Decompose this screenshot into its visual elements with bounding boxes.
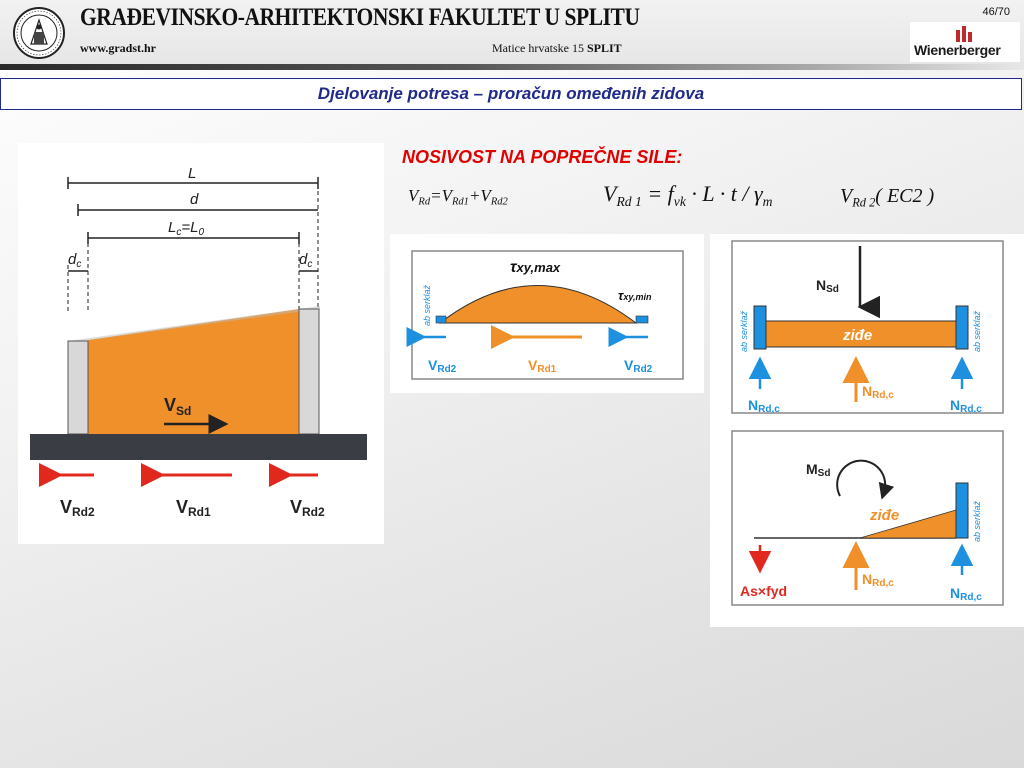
dimension-d bbox=[78, 191, 318, 216]
label-zide: ziđe bbox=[843, 327, 873, 344]
dimension-Lc bbox=[88, 219, 299, 244]
page-number: 46/70 bbox=[982, 6, 1010, 18]
label-NRdc-right: NRd,c bbox=[950, 397, 982, 415]
label-ab-serklaz-left: ab serklaž bbox=[739, 310, 749, 352]
masonry-wall bbox=[88, 309, 299, 434]
label-zide: ziđe bbox=[870, 507, 900, 524]
dimension-dc-right bbox=[299, 177, 318, 313]
formula-vrd-sum: $V_{Rd}=V_{Rd1}+V_{Rd2}$ bbox=[408, 186, 508, 208]
wall-diagram bbox=[18, 143, 384, 544]
label-NRdc-right: NRd,c bbox=[950, 585, 982, 603]
left-serklaz bbox=[754, 306, 766, 349]
label-VSd: $V_{Sd}$ bbox=[164, 395, 192, 418]
label-d: d bbox=[190, 191, 199, 208]
label-ab-serklaz: ab serklaž bbox=[972, 500, 982, 542]
foundation-slab bbox=[30, 434, 367, 460]
faculty-title: GRAĐEVINSKO-ARHITEKTONSKI FAKULTET U SPLITU bbox=[80, 4, 640, 31]
label-tau-max: τxy,max bbox=[510, 259, 561, 276]
moment-diagram bbox=[732, 431, 1003, 605]
axial-diagram bbox=[732, 241, 1003, 415]
label-dc-right: $d_c$ bbox=[299, 251, 313, 270]
right-diagrams bbox=[710, 234, 1024, 627]
slide-header bbox=[0, 0, 1024, 66]
header-divider bbox=[0, 64, 1024, 70]
label-VRd2-right: VRd2 bbox=[290, 497, 325, 519]
wienerberger-mark-icon bbox=[954, 24, 976, 42]
label-L: L bbox=[188, 165, 197, 182]
dimension-dc-left bbox=[68, 243, 88, 313]
wall-diagram-panel bbox=[18, 143, 384, 544]
label-dc-left: $d_c$ bbox=[68, 251, 82, 270]
label-ab-serklaz-right: ab serklaž bbox=[972, 310, 982, 352]
label-tau-min: τxy,min bbox=[618, 288, 652, 303]
label-Lc: $L_c=L_0$ bbox=[168, 219, 205, 238]
faculty-website: www.gradst.hr bbox=[80, 41, 157, 55]
slide-title-bar bbox=[0, 78, 1022, 110]
section-heading: NOSIVOST NA POPREČNE SILE: bbox=[402, 147, 683, 167]
formula-vrd1: $V_{Rd 1} = f_{vk} \cdot L \cdot t / \gamma_m$ bbox=[603, 181, 773, 209]
left-column bbox=[68, 341, 88, 434]
right-column bbox=[299, 309, 319, 434]
label-VRd2-left: VRd2 bbox=[60, 497, 95, 519]
label-NRdc-left: NRd,c bbox=[748, 397, 780, 415]
university-seal-icon bbox=[12, 6, 66, 60]
right-serklaz bbox=[956, 483, 968, 538]
label-VRd1: VRd1 bbox=[176, 497, 211, 519]
logo-text: Wienerberger bbox=[914, 42, 1001, 58]
formula-vrd2: $V_{Rd 2}$( EC2 ) bbox=[840, 185, 935, 210]
label-MSd: MSd bbox=[806, 461, 831, 479]
label-NRdc-mid: NRd,c bbox=[862, 571, 894, 589]
slide-title: Djelovanje potresa – proračun omeđenih zidova bbox=[317, 84, 705, 103]
label-VRd2-right: VRd2 bbox=[624, 357, 653, 375]
label-ab-serklaz: ab serklaž bbox=[422, 284, 432, 326]
label-As-fyd: As×fyd bbox=[740, 583, 788, 599]
shear-diagram bbox=[390, 234, 704, 393]
label-NRdc-mid: NRd,c bbox=[862, 383, 894, 401]
right-serklaz bbox=[636, 316, 648, 323]
right-serklaz bbox=[956, 306, 968, 349]
dimension-L bbox=[68, 165, 318, 189]
faculty-address: Matice hrvatske 15 SPLIT bbox=[492, 41, 622, 55]
wienerberger-logo bbox=[910, 22, 1020, 62]
label-VRd1: VRd1 bbox=[528, 357, 557, 375]
left-serklaz bbox=[436, 316, 446, 323]
shear-diagram-panel bbox=[390, 234, 704, 393]
label-NSd: NSd bbox=[816, 277, 839, 295]
right-diagrams-panel bbox=[710, 234, 1024, 627]
label-VRd2-left: VRd2 bbox=[428, 357, 457, 375]
